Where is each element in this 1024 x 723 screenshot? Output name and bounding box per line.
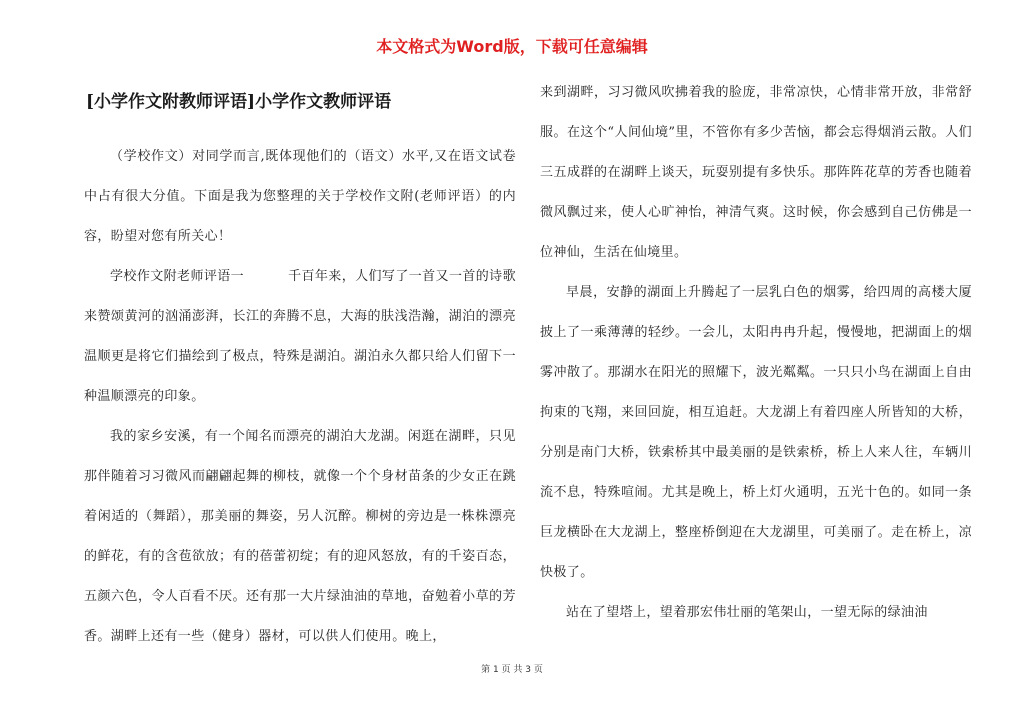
paragraph-watchtower: 站在了望塔上，望着那宏伟壮丽的笔架山，一望无际的绿油油 [566, 605, 928, 620]
page-footer: 第 1 页 共 3 页 [481, 665, 543, 675]
intro-paragraph: （学校作文）对同学而言,既体现他们的（语文）水平,又在语文试卷中占有很大分值。下面是我为您整理的关于学校作文附(老师评语）的内容，盼望对您有所关心！ [84, 149, 516, 244]
word-format-banner: 本文格式为Word版，下载可任意编辑 [376, 37, 648, 56]
right-column [540, 73, 972, 633]
paragraph-morning: 早晨，安静的湖面上升腾起了一层乳白色的烟雾，给四周的高楼大厦披上了一乘薄薄的轻纱。一会儿，太阳冉冉升起，慢慢地，把湖面上的烟雾冲散了。那湖水在阳光的照耀下，波光粼粼。一只只小鸟在湖面上自由拘束的飞翔，来回回旋，相互追赶。大龙湖上有着四座人所皆知的大桥，分别是南门大桥，铁索桥其中最美丽的是铁索桥，桥上人来人往，车辆川流不息，特殊喧闹。尤其是晚上，桥上灯火通明，五光十色的。如同一条巨龙横卧在大龙湖上，整座桥倒迎在大龙湖里，可美丽了。走在桥上，凉快极了。 [540, 285, 972, 580]
section-text: 千百年来，人们写了一首又一首的诗歌来赞颂黄河的汹涌澎湃，长江的奔腾不息，大海的肤浅浩瀚，湖泊的漂亮温顺更是将它们描绘到了极点，特殊是湖泊。湖泊永久都只给人们留下一种温顺漂亮的印象。 [84, 269, 516, 404]
document-title: [小学作文附教师评语]小学作文教师评语 [86, 92, 392, 112]
paragraph-lakeside-continued: 来到湖畔，习习微风吹拂着我的脸庞，非常凉快，心情非常开放，非常舒服。在这个“人间仙境”里，不管你有多少苦恼，都会忘得烟消云散。人们三五成群的在湖畔上谈天，玩耍别提有多快乐。那阵阵花草的芳香也随着微风飘过来，使人心旷神怡，神清气爽。这时候，你会感到自己仿佛是一位神仙，生活在仙境里。 [540, 85, 972, 260]
left-column [84, 137, 516, 657]
paragraph-hometown: 我的家乡安溪，有一个闻名而漂亮的湖泊大龙湖。闲逛在湖畔，只见那伴随着习习微风而翩翩起舞的柳枝，就像一个个身材苗条的少女正在跳着闲适的（舞蹈），那美丽的舞姿，另人沉醉。柳树的旁边是一株株漂亮的鲜花，有的含苞欲放；有的蓓蕾初绽；有的迎风怒放，有的千姿百态，五颜六色，令人百看不厌。还有那一大片绿油油的草地，奋勉着小草的芳香。湖畔上还有一些（健身）器材，可以供人们使用。晚上， [84, 429, 516, 644]
section-label: 学校作文附老师评语一 [110, 269, 245, 284]
paragraph-teacher-comment-one [84, 257, 516, 417]
